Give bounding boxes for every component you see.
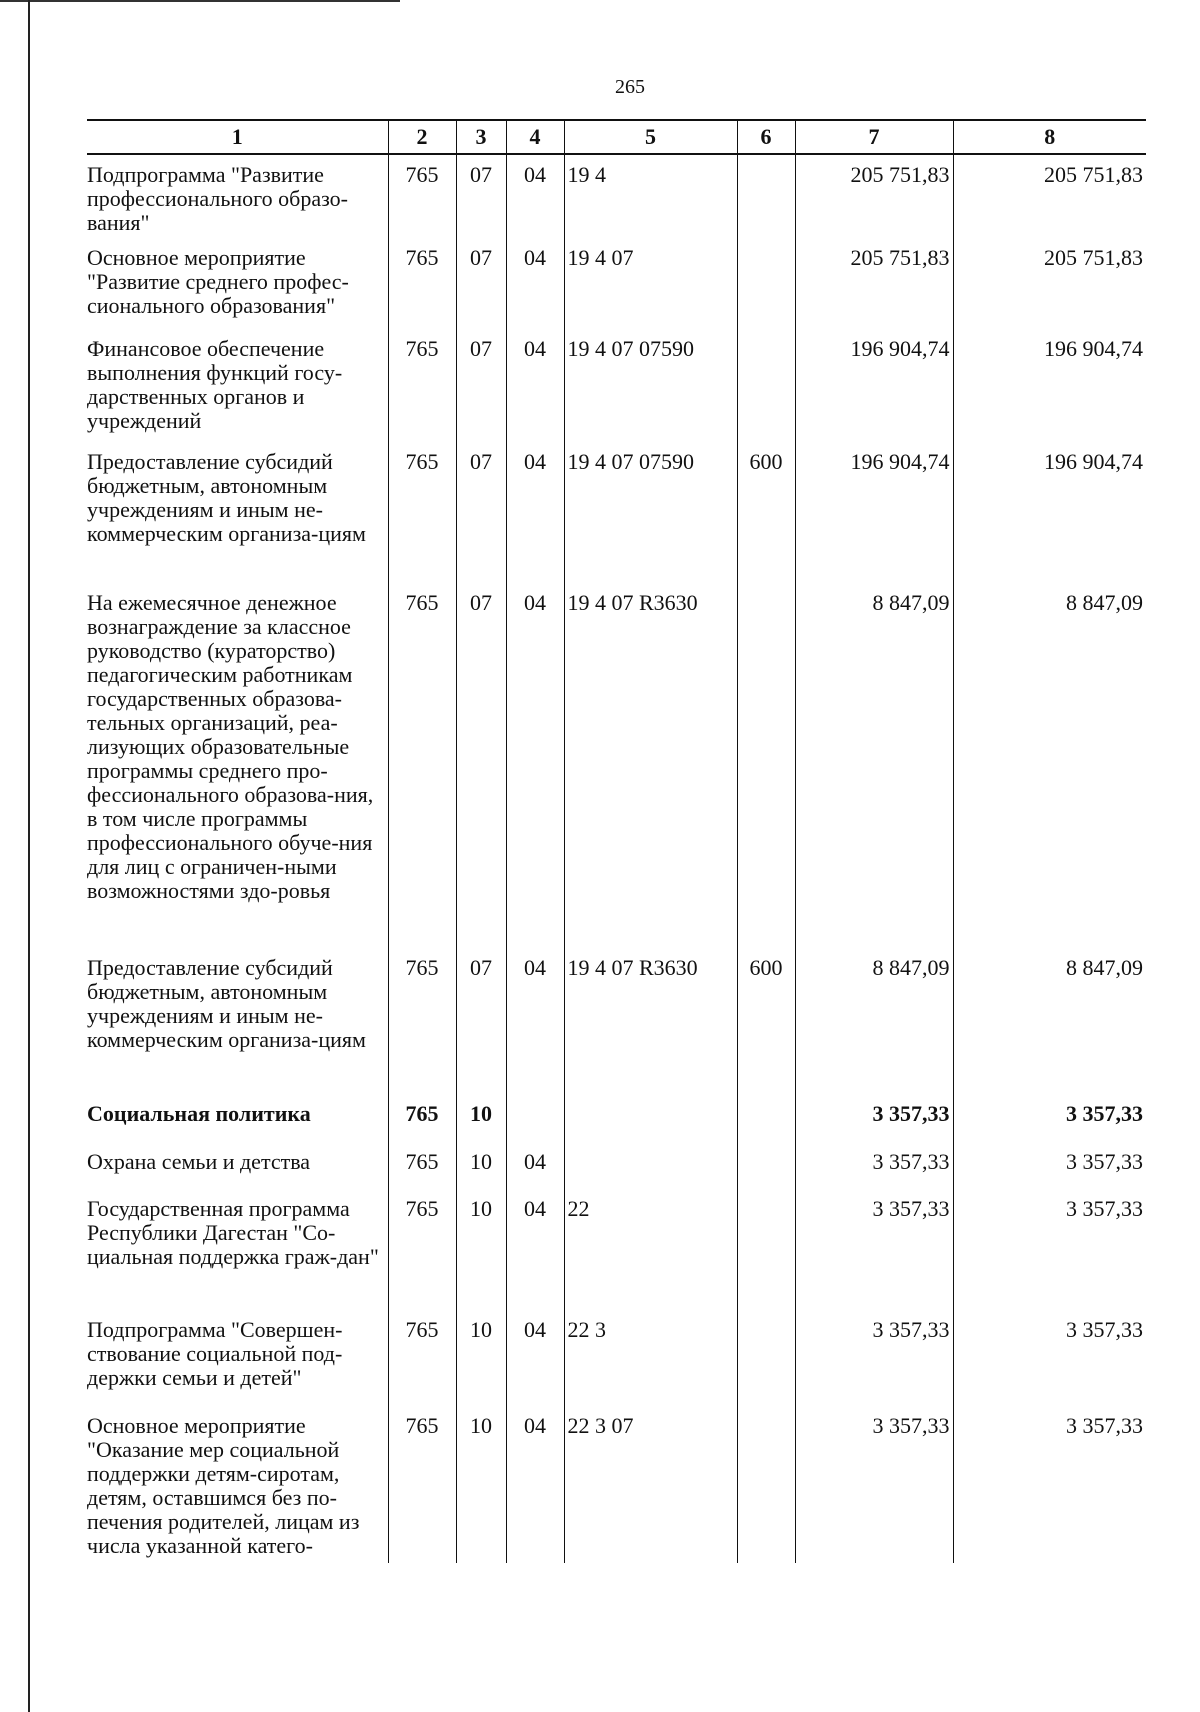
table-row [87,442,1146,583]
row-col-6 [737,1189,795,1310]
row-col-4: 04 [506,583,564,948]
row-col-4: 04 [506,1406,564,1563]
table-row [87,1189,1146,1310]
row-col-2: 765 [388,1142,456,1189]
row-col-8: 8 847,09 [953,948,1146,1094]
table-row [87,1406,1146,1563]
row-col-7: 3 357,33 [795,1189,953,1310]
table-row [87,1142,1146,1189]
row-col-5: 22 3 07 [564,1406,737,1563]
row-col-4: 04 [506,154,564,238]
row-col-2: 765 [388,442,456,583]
row-col-4 [506,1094,564,1142]
table-header-row [87,120,1146,154]
table-row [87,238,1146,329]
row-col-6 [737,1094,795,1142]
row-name: Подпрограмма "Совершен-ствование социальной под-держки семьи и детей" [87,1317,343,1390]
row-col-8: 3 357,33 [953,1310,1146,1406]
row-col-4: 04 [506,1189,564,1310]
row-col-6 [737,1142,795,1189]
row-col-6: 600 [737,442,795,583]
row-col-3: 10 [456,1310,506,1406]
row-name: Социальная политика [87,1101,311,1126]
row-col-6 [737,583,795,948]
row-col-6 [737,1406,795,1563]
header-col-8: 8 [953,120,1146,154]
row-col-5: 19 4 07 07590 [564,442,737,583]
header-col-3: 3 [456,120,506,154]
row-col-3: 10 [456,1189,506,1310]
row-col-4: 04 [506,238,564,329]
row-col-7: 3 357,33 [795,1142,953,1189]
table-row [87,329,1146,442]
row-col-8: 196 904,74 [953,442,1146,583]
row-col-3: 07 [456,238,506,329]
row-col-2: 765 [388,948,456,1094]
row-col-5: 19 4 07 R3630 [564,583,737,948]
row-col-7: 3 357,33 [795,1094,953,1142]
row-col-7: 8 847,09 [795,948,953,1094]
row-name: На ежемесячное денежное вознаграждение за классное руководство (кураторство) педагогическим работникам государственных образова-тельных организаций, реа-лизующих образовательные программы среднего про-фессионального образова-ния, в том числе программы профессионального обуче-ния для лиц с ограничен-ными возможностями здо-ровья [87,590,374,903]
row-col-6 [737,329,795,442]
row-col-8: 205 751,83 [953,154,1146,238]
row-col-8: 196 904,74 [953,329,1146,442]
table-row [87,948,1146,1094]
row-col-8: 3 357,33 [953,1094,1146,1142]
row-col-6: 600 [737,948,795,1094]
row-col-4: 04 [506,1142,564,1189]
scan-edge-top [0,0,400,2]
row-col-3: 07 [456,329,506,442]
row-col-4: 04 [506,442,564,583]
row-col-5 [564,1142,737,1189]
row-col-7: 3 357,33 [795,1310,953,1406]
row-col-5: 22 [564,1189,737,1310]
header-col-2: 2 [388,120,456,154]
row-col-3: 10 [456,1094,506,1142]
header-col-1: 1 [87,120,388,154]
row-col-7: 8 847,09 [795,583,953,948]
header-col-4: 4 [506,120,564,154]
table-row [87,154,1146,238]
row-col-2: 765 [388,1406,456,1563]
header-col-5: 5 [564,120,737,154]
row-col-7: 3 357,33 [795,1406,953,1563]
page-number: 265 [615,76,645,98]
header-col-7: 7 [795,120,953,154]
row-col-4: 04 [506,948,564,1094]
row-name: Предоставление субсидий бюджетным, автономным учреждениям и иным не-коммерческим организа-циям [87,955,366,1052]
row-col-6 [737,238,795,329]
row-col-7: 205 751,83 [795,154,953,238]
row-col-4: 04 [506,329,564,442]
row-col-3: 10 [456,1142,506,1189]
budget-table [87,119,1146,1563]
row-col-8: 3 357,33 [953,1189,1146,1310]
row-col-6 [737,1310,795,1406]
row-name: Финансовое обеспечение выполнения функций госу-дарственных органов и учреждений [87,336,343,433]
row-col-8: 3 357,33 [953,1406,1146,1563]
row-name: Охрана семьи и детства [87,1149,311,1174]
row-col-7: 196 904,74 [795,442,953,583]
row-col-7: 196 904,74 [795,329,953,442]
row-col-3: 07 [456,948,506,1094]
row-col-7: 205 751,83 [795,238,953,329]
row-name: Основное мероприятие "Оказание мер социальной поддержки детям-сиротам, детям, оставшимся без по-печения родителей, лицам из числа указанной катего- [87,1413,360,1558]
row-name: Предоставление субсидий бюджетным, автономным учреждениям и иным не-коммерческим организа-циям [87,449,366,546]
row-col-4: 04 [506,1310,564,1406]
row-name: Подпрограмма "Развитие профессионального образо-вания" [87,162,348,235]
row-col-2: 765 [388,238,456,329]
row-col-5 [564,1094,737,1142]
row-col-3: 07 [456,583,506,948]
row-col-5: 19 4 07 07590 [564,329,737,442]
row-col-2: 765 [388,1094,456,1142]
row-col-3: 07 [456,442,506,583]
row-name: Основное мероприятие "Развитие среднего профес-сионального образования" [87,245,349,318]
table-row [87,1310,1146,1406]
header-col-6: 6 [737,120,795,154]
row-col-5: 19 4 07 R3630 [564,948,737,1094]
row-col-2: 765 [388,329,456,442]
row-col-8: 8 847,09 [953,583,1146,948]
table-row [87,583,1146,948]
row-name: Государственная программа Республики Дагестан "Со-циальная поддержка граж-дан" [87,1196,379,1269]
row-col-8: 3 357,33 [953,1142,1146,1189]
row-col-2: 765 [388,583,456,948]
row-col-6 [737,154,795,238]
row-col-5: 22 3 [564,1310,737,1406]
table-row [87,1094,1146,1142]
row-col-5: 19 4 [564,154,737,238]
row-col-2: 765 [388,1189,456,1310]
scan-edge-left [28,0,30,1712]
row-col-3: 07 [456,154,506,238]
row-col-2: 765 [388,154,456,238]
row-col-3: 10 [456,1406,506,1563]
row-col-5: 19 4 07 [564,238,737,329]
row-col-8: 205 751,83 [953,238,1146,329]
row-col-2: 765 [388,1310,456,1406]
